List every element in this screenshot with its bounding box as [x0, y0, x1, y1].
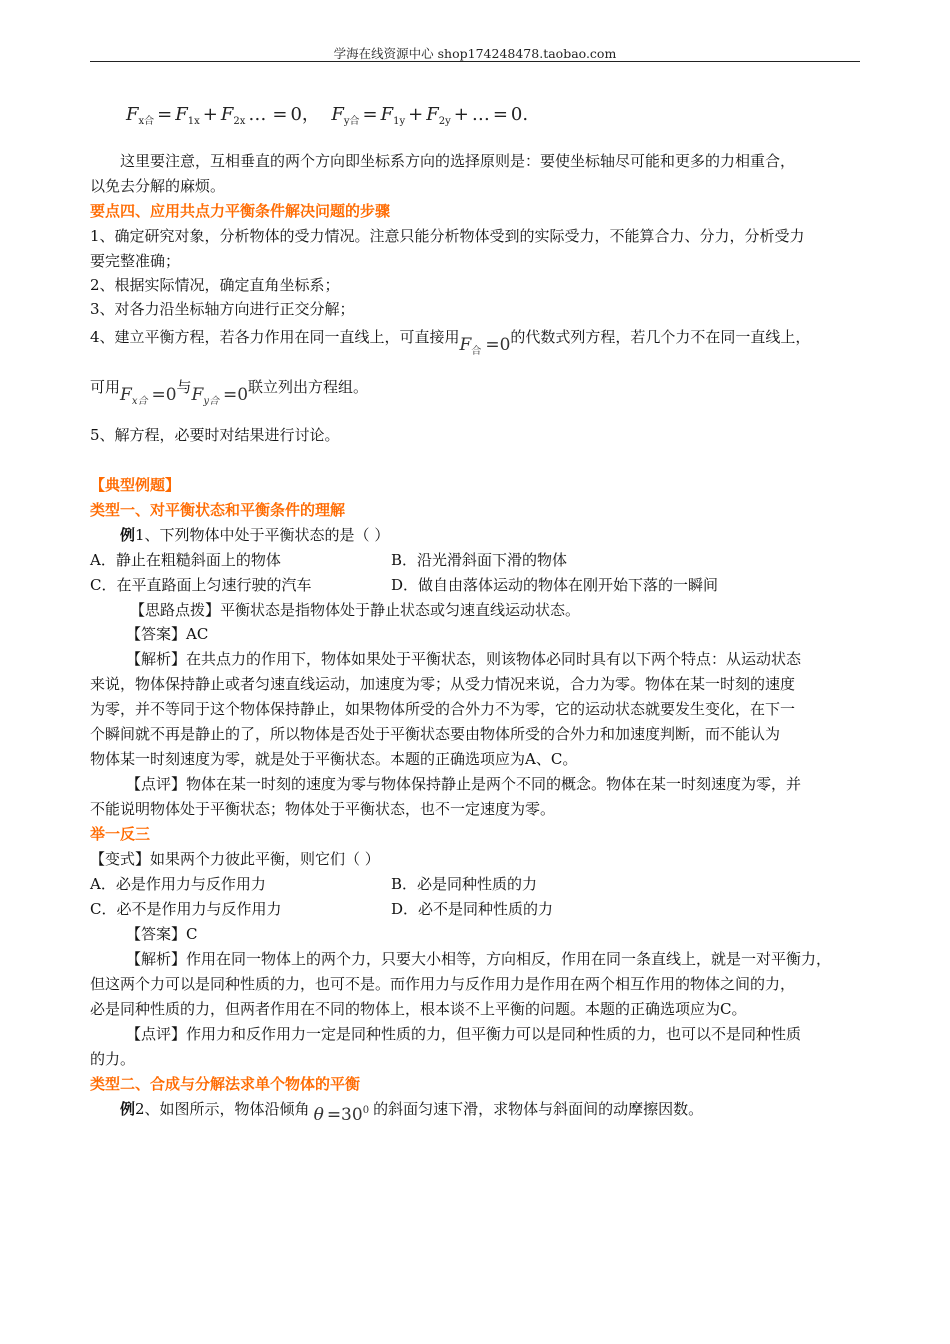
type2-heading: 类型二、合成与分解法求单个物体的平衡: [90, 1075, 361, 1093]
var-option-a: A．必是作用力与反作用力: [90, 875, 266, 893]
examples-heading: 【典型例题】: [90, 476, 181, 494]
ex1-hint: 【思路点拨】平衡状态是指物体处于静止状态或匀速直线运动状态。: [130, 601, 581, 619]
paragraph-line: 这里要注意，互相垂直的两个方向即坐标系方向的选择原则是：要使坐标轴尽可能和更多的力相重合，: [120, 152, 796, 170]
var-answer: 【答案】C: [126, 925, 198, 943]
ex1-option-c: C．在平直路面上匀速行驶的汽车: [90, 576, 312, 594]
var-comment: 【点评】作用力和反作用力一定是同种性质的力，但平衡力可以是同种性质的力，也可以不是同种性质: [126, 1025, 802, 1043]
var-option-b: B．必是同种性质的力: [391, 875, 538, 893]
ex1-option-d: D．做自由落体运动的物体在刚开始下落的一瞬间: [391, 576, 719, 594]
var-analysis: 必是同种性质的力，但两者作用在不同的物体上，根本谈不上平衡的问题。本题的正确选项应为C。: [90, 1000, 747, 1018]
var-option-c: C．必不是作用力与反作用力: [90, 900, 282, 918]
var-analysis: 【解析】作用在同一物体上的两个力，只要大小相等，方向相反，作用在同一条直线上，就是一对平衡力，: [126, 950, 832, 968]
practice-heading: 举一反三: [90, 825, 151, 843]
paragraph-line: 以免去分解的麻烦。: [90, 177, 226, 195]
equilibrium-equation: $F_{x合} = F_{1x} + F_{2x}$ … = 0， $F_{y合} = F_{1y} + F_{2y}$ + … = 0.: [126, 104, 529, 127]
var-comment: 的力。: [90, 1050, 136, 1068]
type1-heading: 类型一、对平衡状态和平衡条件的理解: [90, 501, 346, 519]
section-heading: 要点四、应用共点力平衡条件解决问题的步骤: [90, 202, 391, 220]
variant-question: 【变式】如果两个力彼此平衡，则它们（ ）: [90, 850, 380, 868]
ex1-analysis: 物体某一时刻速度为零，就是处于平衡状态。本题的正确选项应为A、C。: [90, 750, 578, 768]
header-rule: [90, 61, 860, 62]
page-header: 学海在线资源中心 shop174248478.taobao.com: [333, 46, 617, 61]
ex1-option-a: A．静止在粗糙斜面上的物体: [90, 551, 281, 569]
step-1-cont: 要完整准确；: [90, 252, 181, 270]
step-3: 3、对各力沿坐标轴方向进行正交分解；: [90, 300, 355, 318]
var-analysis: 但这两个力可以是同种性质的力，也可不是。而作用力与反作用力是作用在两个相互作用的物体之间的力，: [90, 975, 796, 993]
ex1-option-b: B．沿光滑斜面下滑的物体: [391, 551, 568, 569]
ex1-analysis: 【解析】在共点力的作用下，物体如果处于平衡状态，则该物体必同时具有以下两个特点：从运动状态: [126, 650, 802, 668]
ex1-answer: 【答案】AC: [126, 625, 209, 643]
step-5: 5、解方程，必要时对结果进行讨论。: [90, 426, 340, 444]
example-2-question: 例2、如图所示，物体沿倾角 $\theta =30^0$ 的斜面匀速下滑，求物体与斜面间的动摩擦因数。: [120, 1100, 704, 1125]
ex1-comment: 【点评】物体在某一时刻的速度为零与物体保持静止是两个不同的概念。物体在某一时刻速度为零，并: [126, 775, 802, 793]
ex1-analysis: 来说，物体保持静止或者匀速直线运动，加速度为零；从受力情况来说，合力为零。物体在某一时刻的速度: [90, 675, 796, 693]
step-4: 4、建立平衡方程，若各力作用在同一直线上，可直接用$F_合 =0$的代数式列方程，若几个力不在同一直线上，: [90, 328, 811, 357]
ex1-analysis: 为零，并不等同于这个物体保持静止，如果物体所受的合外力不为零，它的运动状态就要发生变化，在下一: [90, 700, 796, 718]
step-4-cont: 可用$F_{x合} =0$与$F_{y合} =0$联立列出方程组。: [90, 378, 369, 407]
ex1-comment: 不能说明物体处于平衡状态；物体处于平衡状态，也不一定速度为零。: [90, 800, 556, 818]
example-1-question: 例1、下列物体中处于平衡状态的是（ ）: [120, 526, 390, 544]
ex1-analysis: 个瞬间就不再是静止的了，所以物体是否处于平衡状态要由物体所受的合外力和加速度判断，而不能认为: [90, 725, 781, 743]
step-2: 2、根据实际情况，确定直角坐标系；: [90, 276, 340, 294]
step-1: 1、确定研究对象，分析物体的受力情况。注意只能分析物体受到的实际受力，不能算合力、分力，分析受力: [90, 227, 805, 245]
var-option-d: D．必不是同种性质的力: [391, 900, 554, 918]
